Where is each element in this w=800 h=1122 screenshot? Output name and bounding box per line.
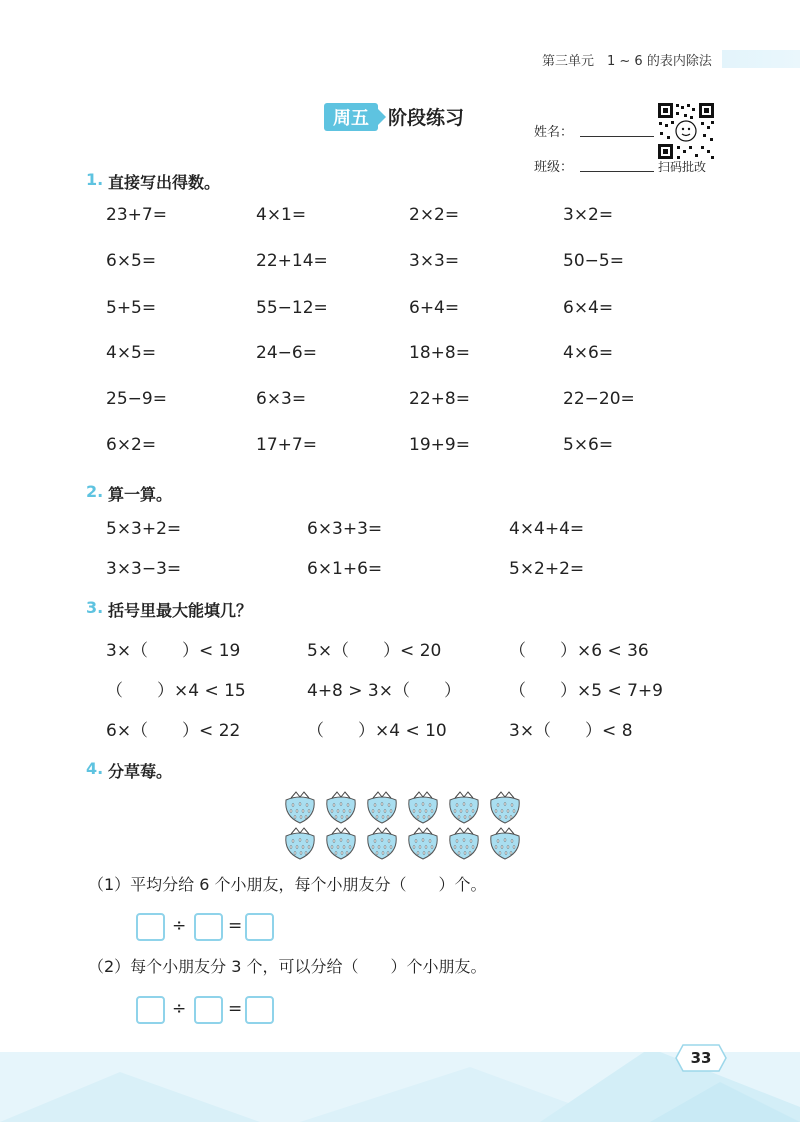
oral-calc-item: 18+8=	[409, 343, 470, 363]
oral-calc-item: 6×3=	[256, 389, 307, 409]
mixed-calc-item: 4×4+4=	[509, 519, 585, 539]
max-fill-item: （ ）×4 < 15	[106, 681, 246, 701]
max-fill-item: （ ）×4 < 10	[307, 721, 447, 741]
strawberry-icon	[327, 828, 355, 859]
section-4-title: 分草莓。	[108, 762, 173, 781]
strawberry-icon	[450, 828, 478, 859]
answer-box-2-divisor[interactable]	[194, 996, 223, 1024]
strawberry-icon	[409, 828, 437, 859]
day-badge: 周五	[324, 103, 378, 131]
oral-calc-item: 25−9=	[106, 389, 167, 409]
strawberry-icon	[491, 792, 519, 823]
strawberry-icon	[286, 828, 314, 859]
oral-calc-item: 22+14=	[256, 251, 328, 271]
max-fill-item: 3×（ ）< 19	[106, 641, 241, 661]
section-1-title: 直接写出得数。	[108, 173, 221, 192]
oral-calc-item: 24−6=	[256, 343, 317, 363]
page-title: 阶段练习	[388, 107, 465, 129]
strawberry-icon	[409, 792, 437, 823]
section-2-number: 2.	[86, 482, 104, 501]
oral-calc-item: 5×6=	[563, 435, 614, 455]
max-fill-item: 4+8 > 3×（ ）	[307, 681, 461, 701]
strawberry-icon	[450, 792, 478, 823]
oral-calc-item: 19+9=	[409, 435, 470, 455]
mixed-calc-item: 6×1+6=	[307, 559, 383, 579]
oral-calc-item: 6×2=	[106, 435, 157, 455]
equals-sign: =	[228, 999, 243, 1019]
answer-box-2-dividend[interactable]	[136, 996, 165, 1024]
oral-calc-item: 17+7=	[256, 435, 317, 455]
name-label: 姓名：	[534, 125, 574, 140]
oral-calc-item: 6×5=	[106, 251, 157, 271]
oral-calc-item: 50−5=	[563, 251, 624, 271]
section-3-title: 括号里最大能填几？	[108, 601, 253, 620]
answer-box-2-quotient[interactable]	[245, 996, 274, 1024]
oral-calc-item: 4×5=	[106, 343, 157, 363]
strawberry-icon	[368, 792, 396, 823]
max-fill-item: 6×（ ）< 22	[106, 721, 241, 741]
strawberry-icon	[327, 792, 355, 823]
max-fill-item: 5×（ ）< 20	[307, 641, 442, 661]
max-fill-item: 3×（ ）< 8	[509, 721, 633, 741]
name-line[interactable]	[580, 136, 654, 137]
oral-calc-item: 4×6=	[563, 343, 614, 363]
mixed-calc-item: 5×3+2=	[106, 519, 182, 539]
answer-box-1-dividend[interactable]	[136, 913, 165, 941]
strawberry-icon	[368, 828, 396, 859]
oral-calc-item: 2×2=	[409, 205, 460, 225]
class-label: 班级：	[534, 160, 574, 175]
oral-calc-item: 3×2=	[563, 205, 614, 225]
mixed-calc-item: 6×3+3=	[307, 519, 383, 539]
strawberry-picture	[282, 788, 522, 860]
section-4-number: 4.	[86, 759, 104, 778]
mixed-calc-item: 5×2+2=	[509, 559, 585, 579]
section-3-number: 3.	[86, 598, 104, 617]
oral-calc-item: 22+8=	[409, 389, 470, 409]
oral-calc-item: 5+5=	[106, 298, 157, 318]
equals-sign: =	[228, 916, 243, 936]
answer-box-1-divisor[interactable]	[194, 913, 223, 941]
oral-calc-item: 3×3=	[409, 251, 460, 271]
qr-label: 扫码批改	[658, 160, 707, 174]
strawberry-icon	[491, 828, 519, 859]
oral-calc-item: 22−20=	[563, 389, 635, 409]
oral-calc-item: 4×1=	[256, 205, 307, 225]
header-decoration	[722, 50, 800, 68]
class-line[interactable]	[580, 171, 654, 172]
question-4-1: （1）平均分给 6 个小朋友，每个小朋友分（ ）个。	[88, 875, 487, 894]
answer-box-1-quotient[interactable]	[245, 913, 274, 941]
qr-code-icon[interactable]	[657, 102, 715, 160]
section-2-title: 算一算。	[108, 485, 173, 504]
mixed-calc-item: 3×3−3=	[106, 559, 182, 579]
oral-calc-item: 6×4=	[563, 298, 614, 318]
divide-sign: ÷	[172, 916, 187, 936]
question-4-2: （2）每个小朋友分 3 个，可以分给（ ）个小朋友。	[88, 957, 487, 976]
oral-calc-item: 23+7=	[106, 205, 167, 225]
page-number: 33	[690, 1049, 712, 1067]
oral-calc-item: 55−12=	[256, 298, 328, 318]
max-fill-item: （ ）×6 < 36	[509, 641, 649, 661]
max-fill-item: （ ）×5 < 7+9	[509, 681, 663, 701]
divide-sign: ÷	[172, 999, 187, 1019]
oral-calc-item: 6+4=	[409, 298, 460, 318]
strawberry-icon	[286, 792, 314, 823]
unit-header: 第三单元 1 ~ 6 的表内除法	[542, 54, 712, 69]
section-1-number: 1.	[86, 170, 104, 189]
